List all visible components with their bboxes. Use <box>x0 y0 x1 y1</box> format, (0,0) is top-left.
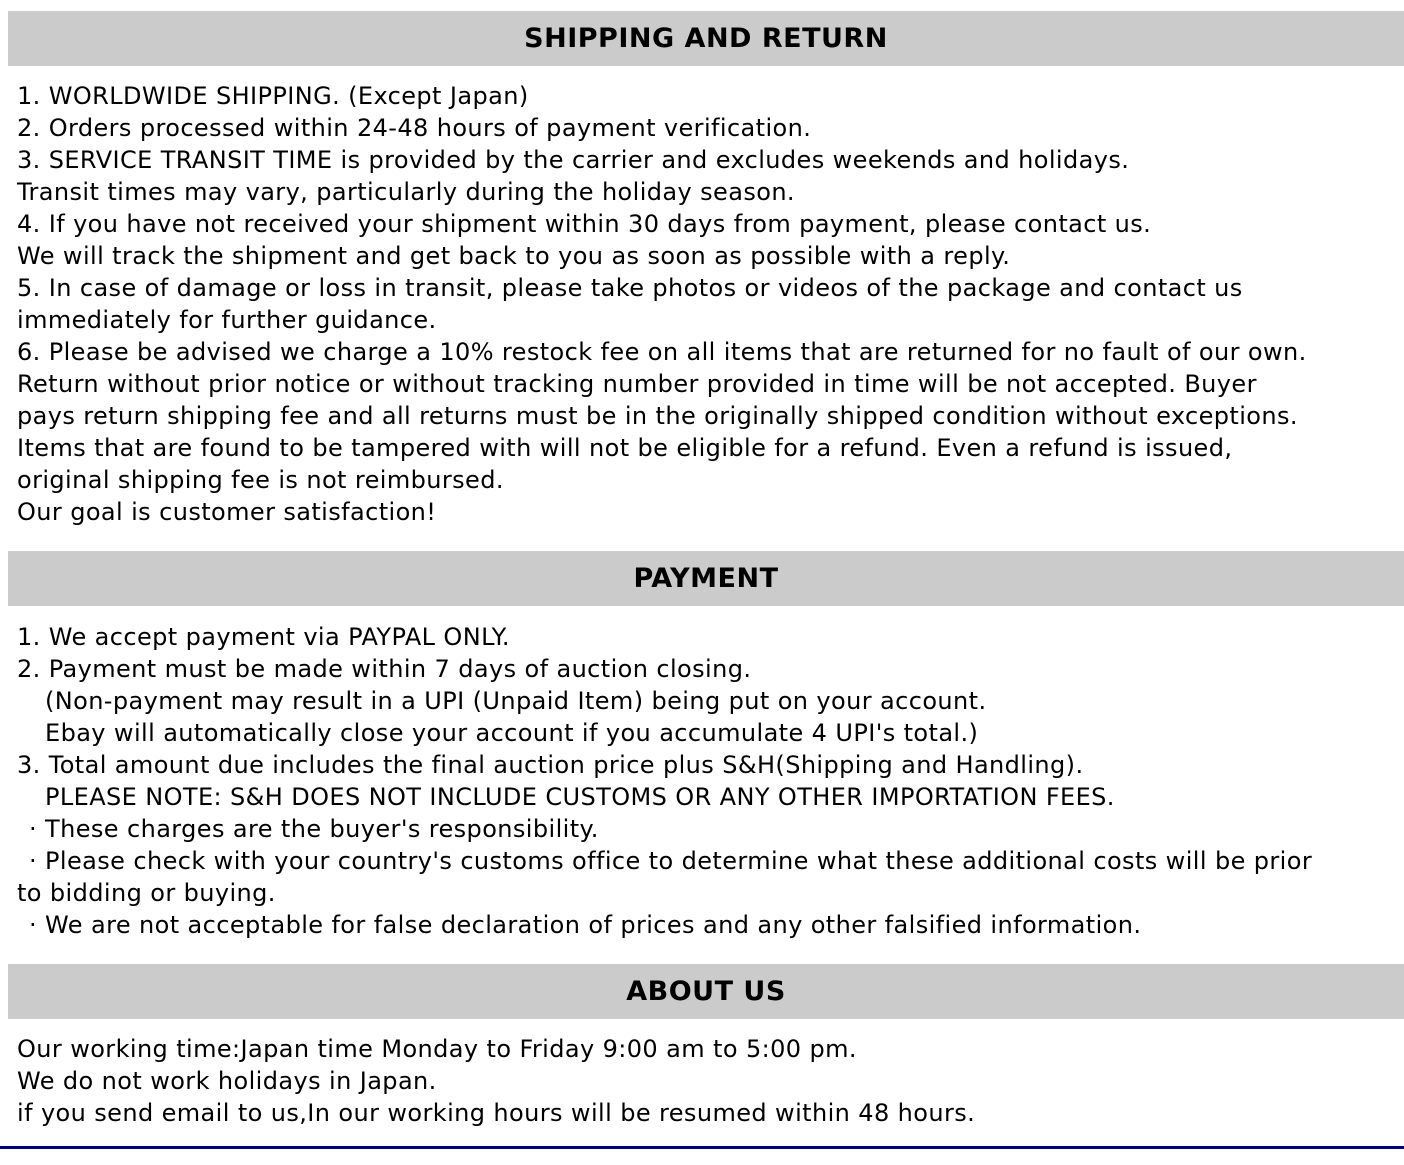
text-line: original shipping fee is not reimbursed. <box>17 466 504 494</box>
section-about-us <box>0 964 1404 1129</box>
text-line: Our goal is customer satisfaction! <box>17 498 437 526</box>
text-line: (Non-payment may result in a UPI (Unpaid Item) being put on your account. <box>45 687 987 715</box>
text-line: Our working time:Japan time Monday to Friday 9:00 am to 5:00 pm. <box>17 1035 857 1063</box>
section-payment <box>0 551 1404 964</box>
text-line: We do not work holidays in Japan. <box>17 1067 437 1095</box>
section-shipping-and-return <box>0 11 1404 551</box>
text-line: 3. SERVICE TRANSIT TIME is provided by the carrier and excludes weekends and holidays. <box>17 146 1130 174</box>
text-line: 2. Payment must be made within 7 days of auction closing. <box>17 655 752 683</box>
text-line: Ebay will automatically close your account if you accumulate 4 UPI's total.) <box>45 719 979 747</box>
text-line: Transit times may vary, particularly during the holiday season. <box>17 178 795 206</box>
text-line: · We are not acceptable for false declaration of prices and any other falsified information. <box>29 911 1142 939</box>
text-line: Return without prior notice or without tracking number provided in time will be not accepted. Buyer <box>17 370 1257 398</box>
section-title: ABOUT US <box>626 976 786 1007</box>
text-line: · These charges are the buyer's responsibility. <box>29 815 599 843</box>
text-line: · Please check with your country's customs office to determine what these additional costs will be prior <box>29 847 1313 875</box>
section-header-about-us <box>8 964 1404 1019</box>
text-line: We will track the shipment and get back to you as soon as possible with a reply. <box>17 242 1011 270</box>
section-header-payment <box>8 551 1404 606</box>
text-line: if you send email to us,In our working hours will be resumed within 48 hours. <box>17 1099 976 1127</box>
section-body-about-us <box>0 1019 1404 1129</box>
section-body-shipping-and-return <box>0 66 1404 551</box>
text-line: immediately for further guidance. <box>17 306 437 334</box>
text-line: PLEASE NOTE: S&H DOES NOT INCLUDE CUSTOMS OR ANY OTHER IMPORTATION FEES. <box>45 783 1115 811</box>
bottom-divider-rule <box>0 1146 1404 1149</box>
section-header-shipping-and-return <box>8 11 1404 66</box>
text-line: 6. Please be advised we charge a 10% restock fee on all items that are returned for no fault of our own. <box>17 338 1307 366</box>
section-title: PAYMENT <box>633 563 779 594</box>
text-line: 5. In case of damage or loss in transit, please take photos or videos of the package and contact us <box>17 274 1243 302</box>
text-line: Items that are found to be tampered with will not be eligible for a refund. Even a refund is issued, <box>17 434 1233 462</box>
text-line: 3. Total amount due includes the final auction price plus S&H(Shipping and Handling). <box>17 751 1084 779</box>
text-line: 2. Orders processed within 24-48 hours of payment verification. <box>17 114 812 142</box>
text-line: 1. We accept payment via PAYPAL ONLY. <box>17 623 510 651</box>
text-line: pays return shipping fee and all returns must be in the originally shipped condition without exceptions. <box>17 402 1298 430</box>
text-line: 1. WORLDWIDE SHIPPING. (Except Japan) <box>17 82 529 110</box>
section-body-payment <box>0 606 1404 964</box>
text-line: 4. If you have not received your shipment within 30 days from payment, please contact us. <box>17 210 1152 238</box>
text-line: to bidding or buying. <box>17 879 276 907</box>
section-title: SHIPPING AND RETURN <box>524 23 888 54</box>
listing-policy-page <box>0 11 1404 1165</box>
